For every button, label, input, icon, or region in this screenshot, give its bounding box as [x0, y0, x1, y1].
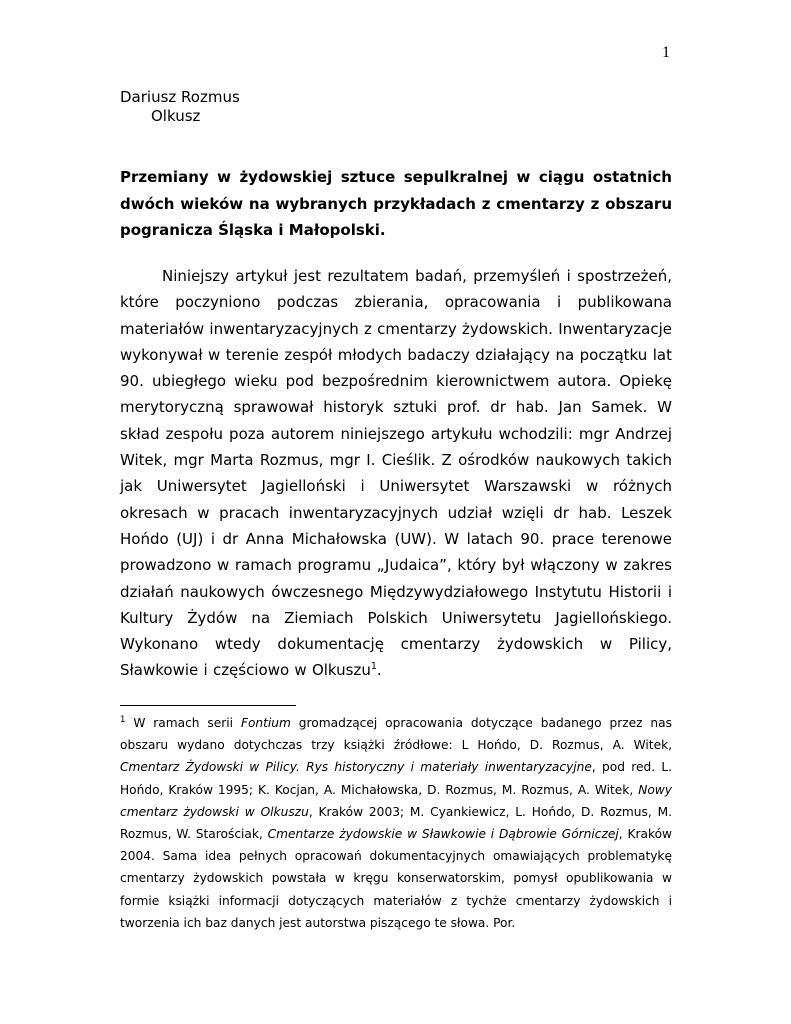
page-number: 1 — [662, 44, 670, 61]
footnote-text: , Kraków 2003; M. Cyankiewicz, L. Hońdo, D. Rozmus, M. Rozmus, W. Starościak, — [120, 804, 672, 842]
author-name: Dariusz Rozmus — [120, 88, 240, 106]
author-city: Olkusz — [151, 107, 201, 125]
series-title: Fontium — [240, 716, 291, 730]
paragraph-end-punctuation: . — [376, 661, 382, 680]
footnote-text: W ramach serii — [125, 716, 241, 730]
footnote-marker: 1 — [120, 715, 126, 725]
book-title: Nowy cmentarz żydowski w Olkuszu — [120, 782, 672, 819]
footnote-text: gromadzącej opracowania dotyczące badanego przez nas obszaru wydano dotychczas trzy książki źródłowe: L Hońdo, D. Rozmus, A. Witek, — [120, 716, 672, 753]
footnote-separator — [120, 705, 296, 706]
body-paragraph — [120, 263, 672, 684]
footnote-text: , Kraków 2004. Sama idea pełnych opracowań dokumentacyjnych omawiających problematykę cmentarzy żydowskich powstała w kręgu konserwatorskim, pomysł opublikowania w formie książki informacji dotyczących materiałów z tychże cmentarzy żydowskich i tworzenia ich baz danych jest autorstwa piszącego te słowa. Por. — [120, 827, 672, 930]
paragraph-text: Niniejszy artykuł jest rezultatem badań, przemyśleń i spostrzeżeń, które poczyniono podczas zbierania, opracowania i publikowana materiałów inwentaryzacyjnych z cmentarzy żydowskich. Inwentaryzacje wykonywał w terenie zespół młodych badaczy działający na początku lat 90. ubiegłego wieku pod bezpośrednim kierownictwem autora. Opiekę merytoryczną sprawował historyk sztuki prof. dr hab. Jan Samek. W skład zespołu poza autorem niniejszego artykułu wchodzili: mgr Andrzej Witek, mgr Marta Rozmus, mgr I. Cieślik. Z ośrodków naukowych takich jak Uniwersytet Jagielloński i Uniwersytet Warszawski w różnych okresach w pracach inwentaryzacyjnych udział wzięli dr hab. Leszek Hońdo (UJ) i dr Anna Michałowska (UW). W latach 90. prace terenowe prowadzono w ramach programu „Judaica”, który był włączony w zakres działań naukowych ówczesnego Międzywydziałowego Instytutu Historii i Kultury Żydów na Ziemiach Polskich Uniwersytetu Jagiellońskiego. Wykonano wtedy dokumentację cmentarzy żydowskich w Pilicy, Sławkowie i częściowo w Olkuszu — [120, 267, 672, 680]
footnote-1 — [120, 712, 672, 934]
footnote-reference[interactable]: 1 — [370, 661, 377, 673]
article-title: Przemiany w żydowskiej sztuce sepulkralnej w ciągu ostatnich dwóch wieków na wybranych przykładach z cmentarzy z obszaru pogranicza Śląska i Małopolski. — [120, 168, 672, 239]
book-title: Cmentarz Żydowski w Pilicy. Rys historyczny i materiały inwentaryzacyjne — [120, 760, 592, 775]
book-title: Cmentarze żydowskie w Sławkowie i Dąbrowie Górniczej — [267, 827, 619, 842]
footnote-text: , pod red. L. Hońdo, Kraków 1995; K. Kocjan, A. Michałowska, D. Rozmus, M. Rozmus, A. Witek, — [120, 760, 672, 797]
